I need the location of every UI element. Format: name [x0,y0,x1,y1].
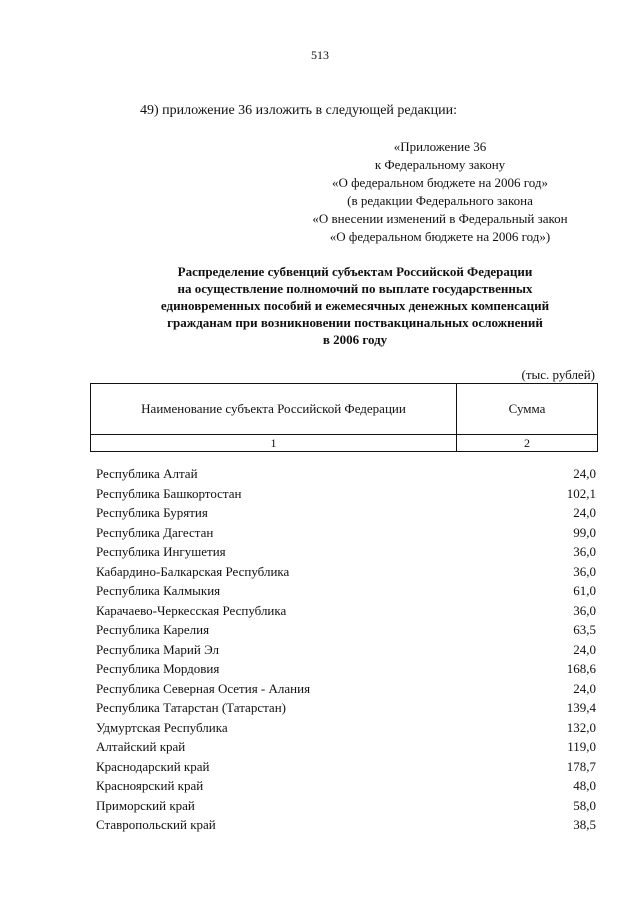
table-row [96,698,596,718]
table-row [96,620,596,640]
table-header [90,383,598,452]
region-amount: 48,0 [573,778,596,793]
region-name: Красноярский край [96,778,204,793]
table-body [96,464,596,835]
region-amount: 99,0 [573,524,596,540]
intro-text: 49) приложение 36 изложить в следующей редакции: [140,103,457,118]
table-row [96,737,596,757]
region-name: Республика Калмыкия [96,583,221,598]
table-row [96,679,596,699]
title-line: в 2006 году [322,332,388,347]
region-name: Удмуртская Республика [96,719,228,735]
region-name: Кабардино-Балкарская Республика [96,563,290,579]
table-row [96,484,596,504]
table-row [96,601,596,621]
table-row [96,718,596,738]
region-amount: 119,0 [567,739,596,754]
region-amount: 24,0 [573,680,596,696]
title-line: Распределение субвенций субъектам Российской Федерации [177,264,533,279]
table-row [96,581,596,601]
region-amount: 139,4 [566,700,596,715]
region-name: Республика Ингушетия [96,544,226,559]
table-row [96,562,596,582]
region-amount: 24,0 [573,505,596,520]
appendix-line: «О внесении изменений в Федеральный закон [312,211,568,226]
region-name: Республика Алтай [96,466,198,481]
region-amount: 24,0 [573,466,596,481]
table-row [96,796,596,816]
table-row [96,464,596,484]
region-name: Республика Марий Эл [96,641,219,657]
table-row [96,503,596,523]
region-name: Республика Северная Осетия - Алания [96,680,311,696]
region-amount: 178,7 [566,758,596,774]
region-name: Республика Мордовия [96,661,220,676]
appendix-block [290,138,590,246]
table-row [96,542,596,562]
region-amount: 61,0 [573,583,596,598]
table-row [96,776,596,796]
region-amount: 63,5 [573,622,596,637]
title-line: на осуществление полномочий по выплате государственных [177,281,533,296]
appendix-line: (в редакции Федерального закона [347,193,533,208]
column-number-1: 1 [91,435,457,452]
document-title [95,263,615,348]
region-amount: 102,1 [566,485,596,501]
appendix-line: «О федеральном бюджете на 2006 год») [329,229,551,244]
table-row [96,523,596,543]
region-amount: 36,0 [573,544,596,559]
region-name: Республика Бурятия [96,505,208,520]
region-name: Республика Татарстан (Татарстан) [96,700,286,715]
appendix-line: к Федеральному закону [374,157,506,172]
column-number-2: 2 [457,435,598,452]
column-header-amount: Сумма [457,384,598,435]
appendix-line: «Приложение 36 [393,139,487,154]
title-line: единовременных пособий и ежемесячных денежных компенсаций [160,298,550,313]
region-amount: 24,0 [573,641,596,657]
region-amount: 38,5 [573,817,596,832]
region-name: Карачаево-Черкесская Республика [96,602,287,618]
region-name: Приморский край [96,797,195,813]
region-amount: 36,0 [573,602,596,618]
title-line: гражданам при возникновении поствакцинальных осложнений [167,315,543,330]
region-amount: 36,0 [573,563,596,579]
table-row [96,757,596,777]
region-name: Ставропольский край [96,817,216,832]
table-row [96,659,596,679]
units-label: (тыс. рублей) [521,367,595,382]
region-name: Республика Карелия [96,622,210,637]
appendix-line: «О федеральном бюджете на 2006 год» [331,175,549,190]
region-name: Республика Дагестан [96,524,214,540]
region-amount: 168,6 [566,661,596,676]
region-name: Краснодарский край [96,758,210,774]
table-row [96,640,596,660]
table-row [96,815,596,835]
region-amount: 58,0 [573,797,596,813]
region-amount: 132,0 [566,719,596,735]
page-number: 513 [311,48,329,62]
column-header-name: Наименование субъекта Российской Федерации [91,384,457,435]
region-name: Республика Башкортостан [96,485,242,501]
region-name: Алтайский край [96,739,186,754]
